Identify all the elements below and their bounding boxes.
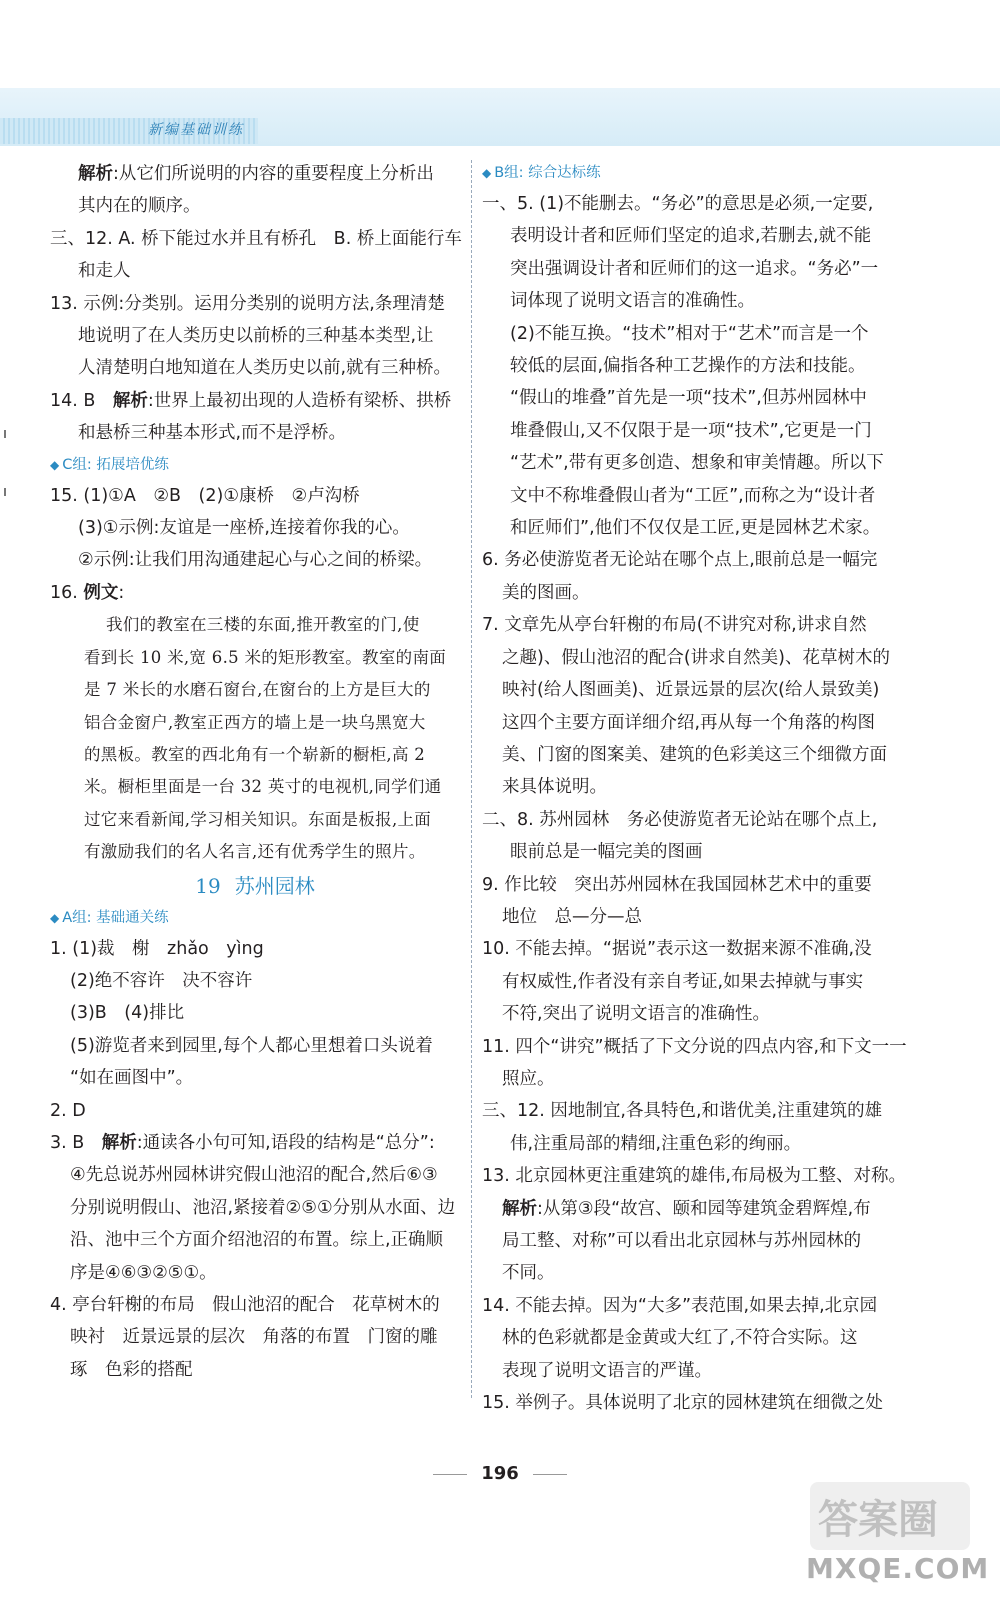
- text-line: [50, 1127, 460, 1159]
- section-heading-b: [482, 158, 892, 188]
- text-line: 1. (1)裁 榭 zhǎo yìng: [50, 938, 264, 959]
- watermark: [800, 1482, 990, 1590]
- text-line: 人清楚明白地知道在人类历史以前,就有三种桥。: [78, 358, 452, 379]
- left-column: [50, 158, 460, 1386]
- section-heading-c: [50, 450, 460, 480]
- text-line: 13. 北京园林更注重建筑的雄伟,布局极为工整、对称。: [482, 1166, 906, 1187]
- text-line: 和走人: [78, 261, 131, 282]
- text-line: 局工整、对称”可以看出北京园林与苏州园林的: [502, 1231, 862, 1251]
- text-line: 琢 色彩的搭配: [70, 1359, 193, 1380]
- text-line: (2)绝不容许 决不容许: [70, 970, 253, 991]
- text-line: 文中不称堆叠假山者为“工匠”,而称之为“设计者: [510, 485, 876, 506]
- text-line: 之趣)、假山池沼的配合(讲求自然美)、花草树木的: [502, 647, 890, 668]
- text-line: 15. (1)①A ②B (2)①康桥 ②卢沟桥: [50, 485, 360, 506]
- text-line: 一、5. (1)不能删去。“务必”的意思是必须,一定要,: [482, 194, 874, 214]
- text-line: (5)游览者来到园里,每个人都心里想着口头说着: [70, 1035, 433, 1056]
- section-heading-a: [50, 903, 460, 933]
- right-column: [482, 158, 907, 1419]
- text-line: 这四个主要方面详细介绍,再从每一个角落的构图: [502, 712, 876, 733]
- text-line: 9. 作比较 突出苏州园林在我国园林艺术中的重要: [482, 874, 872, 895]
- text-line: 6. 务必使游览者无论站在哪个点上,眼前总是一幅完: [482, 550, 878, 571]
- text-line: (3)B (4)排比: [70, 1003, 185, 1024]
- analysis-label: 解析: [78, 164, 113, 184]
- divider-line: [533, 1474, 567, 1475]
- text-span: :从它们所说明的内容的重要程度上分析出: [113, 164, 434, 184]
- text-line: 词体现了说明文语言的准确性。: [510, 291, 755, 312]
- text-line: 映衬 近景远景的层次 角落的布置 门窗的雕: [70, 1327, 438, 1348]
- essay-block: [50, 609, 460, 868]
- section-title: C组: 拓展培优练: [62, 456, 169, 473]
- text-line: 照应。: [502, 1068, 555, 1089]
- text-line: 15. 举例子。具体说明了北京的园林建筑在细微之处: [482, 1393, 883, 1414]
- page-number: [0, 1463, 1000, 1484]
- essay-line: 过它来看新闻,学习相关知识。东面是板报,上面: [84, 809, 432, 829]
- essay-line: 有激励我们的名人名言,还有优秀学生的照片。: [84, 842, 426, 862]
- text-line: 二、8. 苏州园林 务必使游览者无论站在哪个点上,: [482, 809, 878, 830]
- text-line: 地说明了在人类历史以前桥的三种基本类型,让: [78, 326, 434, 347]
- text-line: 美的图画。: [502, 582, 590, 603]
- essay-line: 看到长 10 米,宽 6.5 米的矩形教室。教室的南面: [84, 647, 447, 667]
- header-title: 新编基础训练: [148, 122, 244, 138]
- text-line: 沿、池中三个方面介绍池沼的布置。综上,正确顺: [70, 1230, 444, 1251]
- scan-edge-mark: [4, 488, 6, 496]
- text-line: [482, 1193, 892, 1225]
- text-line: [50, 577, 460, 609]
- text-line: 4. 亭台轩榭的布局 假山池沼的配合 花草树木的: [50, 1295, 440, 1315]
- text-line: 表明设计者和匠师们坚定的追求,若删去,就不能: [510, 226, 872, 247]
- column-divider: [471, 160, 472, 1398]
- text-line: [50, 385, 460, 417]
- text-line: 14. 不能去掉。因为“大多”表范围,如果去掉,北京园: [482, 1295, 878, 1316]
- text-line: 表现了说明文语言的严谨。: [502, 1360, 712, 1381]
- text-line: (3)①示例:友谊是一座桥,连接着你我的心。: [78, 518, 410, 539]
- text-line: 和匠师们”,他们不仅仅是工匠,更是园林艺术家。: [510, 518, 881, 539]
- section-title: A组: 基础通关练: [62, 909, 169, 926]
- text-line: 较低的层面,偏指各种工艺操作的方法和技能。: [510, 356, 866, 377]
- text-line: 10. 不能去掉。“据说”表示这一数据来源不准确,没: [482, 939, 872, 960]
- text-line: 来具体说明。: [502, 777, 607, 798]
- example-label: 例文: [83, 582, 119, 603]
- text-line: 7. 文章先从亭台轩榭的布局(不讲究对称,讲求自然: [482, 615, 867, 636]
- text-line: 林的色彩就都是金黄或大红了,不符合实际。这: [502, 1328, 858, 1349]
- text-span: :从第③段“故宫、颐和园等建筑金碧辉煌,布: [537, 1198, 871, 1219]
- divider-line: [433, 1474, 467, 1475]
- page-number-text: 196: [481, 1463, 519, 1484]
- analysis-label: 解析: [101, 1132, 137, 1153]
- text-span: 3. B: [50, 1132, 102, 1153]
- essay-line: 的黑板。教室的西北角有一个崭新的橱柜,高 2: [84, 744, 426, 764]
- scan-edge-mark: [4, 430, 6, 438]
- text-line: 和悬桥三种基本形式,而不是浮桥。: [78, 423, 347, 444]
- text-line: 分别说明假山、池沼,紧接着②⑤①分别从水面、边: [70, 1197, 456, 1218]
- text-span: :世界上最初出现的人造桥有梁桥、拱桥: [147, 390, 452, 411]
- text-line: 堆叠假山,又不仅限于是一项“技术”,它更是一门: [510, 420, 872, 441]
- text-line: 不同。: [502, 1263, 555, 1284]
- text-line: 三、12. A. 桥下能过水并且有桥孔 B. 桥上面能行车: [50, 228, 462, 249]
- diamond-icon: ◆: [50, 910, 60, 925]
- section-title: B组: 综合达标练: [494, 165, 601, 181]
- text-line: “如在画图中”。: [70, 1068, 194, 1089]
- text-line: 不符,突出了说明文语言的准确性。: [502, 1004, 771, 1025]
- header-band: [0, 88, 1000, 146]
- text-line: “艺术”,带有更多创造、想象和审美情趣。所以下: [510, 453, 884, 474]
- text-span: 14. B: [50, 390, 113, 411]
- lesson-name: 苏州园林: [234, 873, 315, 898]
- text-line: 2. D: [50, 1100, 86, 1121]
- text-line: 伟,注重局部的精细,注重色彩的绚丽。: [510, 1133, 802, 1154]
- text-line: ④先总说苏州园林讲究假山池沼的配合,然后⑥③: [70, 1165, 438, 1186]
- text-line: 三、12. 因地制宜,各具特色,和谐优美,注重建筑的雄: [482, 1101, 883, 1122]
- text-line: 序是④⑥③②⑤①。: [70, 1262, 217, 1283]
- text-line: 美、门窗的图案美、建筑的色彩美这三个细微方面: [502, 744, 887, 765]
- essay-line: 米。橱柜里面是一台 32 英寸的电视机,同学们通: [84, 777, 442, 797]
- analysis-label: 解析: [502, 1198, 537, 1219]
- essay-line: 是 7 米长的水磨石窗台,在窗台的上方是巨大的: [84, 680, 431, 700]
- text-line: 地位 总—分—总: [502, 906, 642, 927]
- text-line: “假山的堆叠”首先是一项“技术”,但苏州园林中: [510, 388, 867, 409]
- text-line: 其内在的顺序。: [78, 196, 201, 217]
- lesson-number: 19: [195, 873, 221, 898]
- text-span: :: [118, 582, 125, 603]
- text-line: 映衬(给人图画美)、近景远景的层次(给人景致美): [502, 680, 880, 701]
- diamond-icon: ◆: [482, 166, 492, 180]
- lesson-title: [50, 869, 460, 903]
- text-line: 突出强调设计者和匠师们的这一追求。“务必”一: [510, 258, 879, 279]
- text-line: ②示例:让我们用沟通建起心与心之间的桥梁。: [78, 550, 433, 571]
- text-line: 11. 四个“讲究”概括了下文分说的四点内容,和下文一一: [482, 1036, 907, 1057]
- text-line: (2)不能互换。“技术”相对于“艺术”而言是一个: [510, 323, 869, 344]
- diamond-icon: ◆: [50, 457, 60, 472]
- text-line: 有权威性,作者没有亲自考证,如果去掉就与事实: [502, 971, 864, 992]
- text-line: 眼前总是一幅完美的图画: [510, 842, 703, 863]
- essay-line: 铝合金窗户,教室正西方的墙上是一块乌黑宽大: [84, 712, 426, 732]
- watermark-url: MXQE.COM: [806, 1552, 990, 1585]
- text-line: 13. 示例:分类别。运用分类别的说明方法,条理清楚: [50, 293, 445, 314]
- text-span: 16.: [50, 582, 84, 603]
- analysis-label: 解析: [112, 390, 148, 411]
- text-span: :通读各小句可知,语段的结构是“总分”:: [136, 1132, 435, 1153]
- text-line: [50, 158, 460, 190]
- watermark-mark: 答案圈: [818, 1497, 938, 1543]
- essay-line: 我们的教室在三楼的东面,推开教室的门,使: [106, 615, 420, 635]
